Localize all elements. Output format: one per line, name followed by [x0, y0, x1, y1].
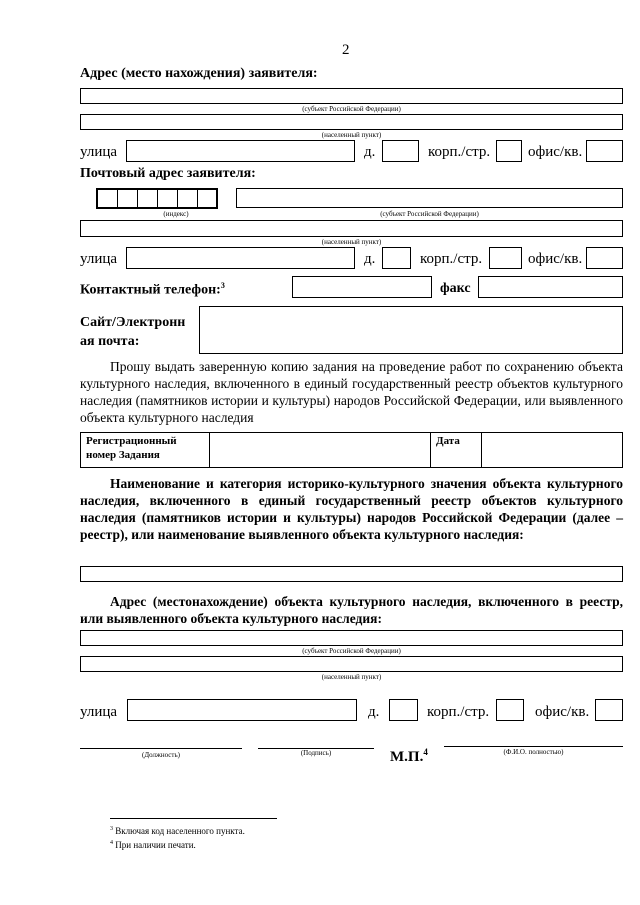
- footnote-separator: [110, 818, 277, 819]
- position-caption: (Должность): [142, 751, 180, 759]
- object-building-label: корп./стр.: [427, 704, 490, 720]
- footnote-4: $^4$ При наличии печати.: [110, 840, 196, 850]
- postal-index-field[interactable]: [96, 188, 218, 209]
- applicant-building-field[interactable]: [496, 140, 522, 162]
- applicant-house-field[interactable]: [382, 140, 419, 162]
- object-locality-field[interactable]: [80, 656, 623, 672]
- applicant-street-field[interactable]: [126, 140, 355, 162]
- object-house-label: д.: [368, 704, 380, 720]
- applicant-office-field[interactable]: [586, 140, 623, 162]
- object-address-heading: Адрес (местонахождение) объекта культурного наследия, включенного в реестр, или выявленного объекта культурного наследия:: [80, 594, 623, 626]
- applicant-locality-caption: (населенный пункт): [321, 131, 382, 139]
- object-locality-caption: (населенный пункт): [321, 673, 382, 681]
- postal-building-label: корп./стр.: [420, 251, 483, 267]
- applicant-subject-field[interactable]: [80, 88, 623, 104]
- postal-locality-field[interactable]: [80, 220, 623, 237]
- postal-house-field[interactable]: [382, 247, 411, 269]
- position-line[interactable]: [80, 748, 242, 749]
- signature-caption: (Подпись): [300, 749, 332, 757]
- registration-label: Регистрационный номер Задания: [81, 433, 210, 468]
- postal-building-field[interactable]: [489, 247, 522, 269]
- fax-label: факс: [440, 281, 471, 296]
- object-building-field[interactable]: [496, 699, 524, 721]
- object-subject-field[interactable]: [80, 630, 623, 646]
- postal-office-label: офис/кв.: [528, 251, 583, 267]
- object-house-field[interactable]: [389, 699, 418, 721]
- site-email-label: Сайт/Электронн ая почта:: [80, 315, 186, 349]
- object-street-field[interactable]: [127, 699, 357, 721]
- applicant-locality-field[interactable]: [80, 114, 623, 130]
- applicant-building-label: корп./стр.: [428, 144, 491, 160]
- registration-number-field[interactable]: [210, 433, 431, 468]
- phone-field[interactable]: [292, 276, 432, 298]
- object-subject-caption: (субъект Российской Федерации): [302, 647, 401, 655]
- applicant-street-label: улица: [80, 144, 118, 160]
- postal-street-label: улица: [80, 251, 118, 267]
- full-name-line[interactable]: [444, 746, 623, 747]
- postal-office-field[interactable]: [586, 247, 623, 269]
- postal-subject-field[interactable]: [236, 188, 623, 208]
- postal-locality-caption: (населенный пункт): [321, 238, 382, 246]
- registration-table: [80, 432, 623, 468]
- phone-label: Контактный телефон:$^3$: [80, 281, 225, 298]
- applicant-subject-caption: (субъект Российской Федерации): [302, 105, 401, 113]
- object-street-label: улица: [80, 704, 118, 720]
- date-label: Дата: [431, 433, 482, 468]
- site-email-field[interactable]: [199, 306, 623, 354]
- postal-house-label: д.: [364, 251, 376, 267]
- page-number: 2: [342, 42, 350, 58]
- footnote-3: $^3$ Включая код населенного пункта.: [110, 826, 245, 836]
- postal-address-heading: Почтовый адрес заявителя:: [80, 166, 256, 181]
- object-name-field[interactable]: [80, 566, 623, 582]
- applicant-office-label: офис/кв.: [528, 144, 583, 160]
- object-name-paragraph: Наименование и категория историко-культурного значения объекта культурного наследия, включенного в единый государственный реестр объектов культурного наследия (памятников истории и культуры) народов Российской Федерации (далее – реестр), или наименование выявленного объекта культурного наследия:: [80, 476, 623, 542]
- postal-subject-caption: (субъект Российской Федерации): [380, 210, 479, 218]
- applicant-address-heading: Адрес (место нахождения) заявителя:: [80, 66, 318, 81]
- stamp-label: М.П.$^4$: [390, 747, 428, 765]
- date-field[interactable]: [482, 433, 623, 468]
- object-office-label: офис/кв.: [535, 704, 590, 720]
- fax-field[interactable]: [478, 276, 623, 298]
- full-name-caption: (Ф.И.О. полностью): [503, 748, 564, 756]
- postal-index-caption: (индекс): [163, 210, 189, 218]
- postal-street-field[interactable]: [126, 247, 355, 269]
- request-paragraph: Прошу выдать заверенную копию задания на проведение работ по сохранению объекта культурного наследия, включенного в единый государственный реестр объектов культурного наследия (памятников истории и культуры) народов Российской Федерации, или выявленного объекта культурного наследия: [80, 359, 623, 425]
- object-office-field[interactable]: [595, 699, 623, 721]
- applicant-house-label: д.: [364, 144, 376, 160]
